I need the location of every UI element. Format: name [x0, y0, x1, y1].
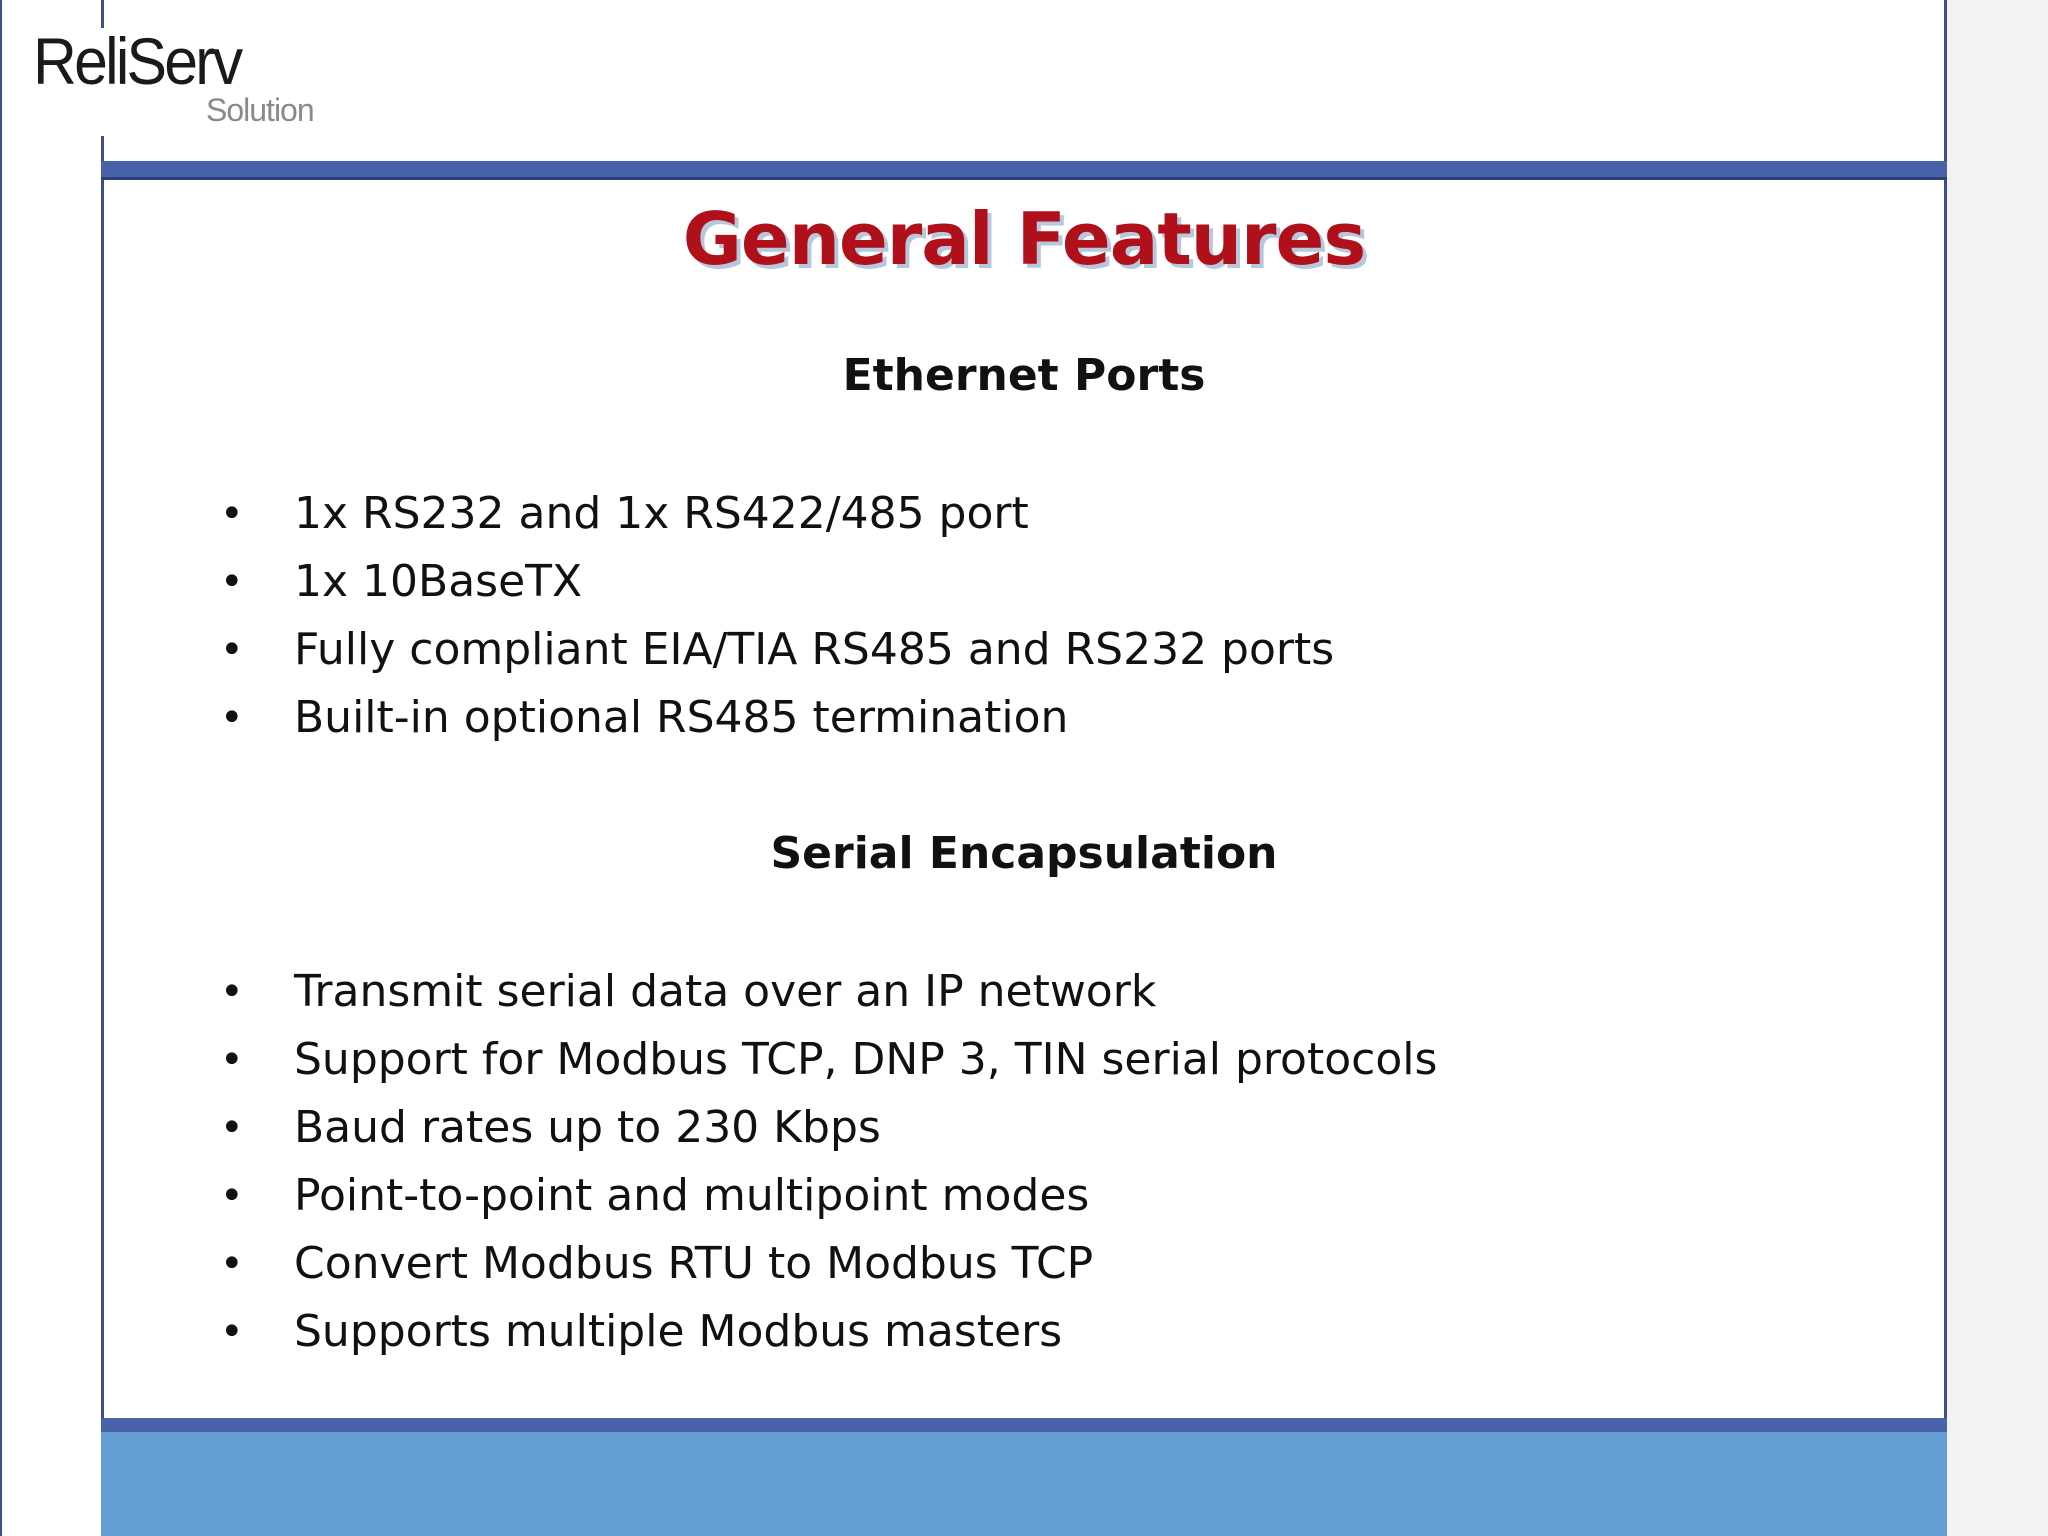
header-band	[101, 161, 1947, 180]
company-logo	[33, 24, 323, 136]
list-item	[210, 1298, 1437, 1366]
bullet-icon: •	[220, 491, 244, 537]
bullet-icon: •	[220, 969, 244, 1015]
ethernet-ports-list	[210, 480, 1334, 752]
list-item-text: Transmit serial data over an IP network	[294, 966, 1157, 1017]
list-item	[210, 1026, 1437, 1094]
list-item	[210, 958, 1437, 1026]
list-item-text: Fully compliant EIA/TIA RS485 and RS232 ports	[294, 624, 1335, 675]
section-heading-serial-encapsulation: Serial Encapsulation	[770, 828, 1278, 879]
bullet-icon: •	[220, 1173, 244, 1219]
footer-band-stripe	[101, 1418, 1947, 1432]
serial-encapsulation-list	[210, 958, 1437, 1366]
logo-tagline: Solution	[206, 92, 314, 128]
list-item-text: Baud rates up to 230 Kbps	[294, 1102, 881, 1153]
list-item	[210, 684, 1334, 752]
right-margin	[1946, 0, 2048, 1536]
list-item-text: 1x RS232 and 1x RS422/485 port	[294, 488, 1029, 539]
list-item-text: Built-in optional RS485 termination	[294, 692, 1069, 743]
logo-name: ReliServ	[33, 24, 241, 98]
bullet-icon: •	[220, 695, 244, 741]
section-heading-ethernet-ports: Ethernet Ports	[842, 350, 1206, 401]
bullet-icon: •	[220, 1241, 244, 1287]
list-item	[210, 616, 1334, 684]
bullet-icon: •	[220, 559, 244, 605]
bullet-icon: •	[220, 1105, 244, 1151]
list-item-text: Supports multiple Modbus masters	[294, 1306, 1063, 1357]
list-item-text: 1x 10BaseTX	[294, 556, 583, 607]
bullet-icon: •	[220, 627, 244, 673]
list-item	[210, 480, 1334, 548]
list-item-text: Convert Modbus RTU to Modbus TCP	[294, 1238, 1094, 1289]
left-edge-line	[0, 0, 2, 1536]
list-item	[210, 1094, 1437, 1162]
list-item	[210, 1230, 1437, 1298]
list-item-text: Point-to-point and multipoint modes	[294, 1170, 1090, 1221]
list-item	[210, 548, 1334, 616]
list-item	[210, 1162, 1437, 1230]
list-item-text: Support for Modbus TCP, DNP 3, TIN serial protocols	[294, 1034, 1438, 1085]
bullet-icon: •	[220, 1309, 244, 1355]
footer-band	[101, 1418, 1947, 1536]
slide-title: General Features	[682, 197, 1366, 281]
bullet-icon: •	[220, 1037, 244, 1083]
